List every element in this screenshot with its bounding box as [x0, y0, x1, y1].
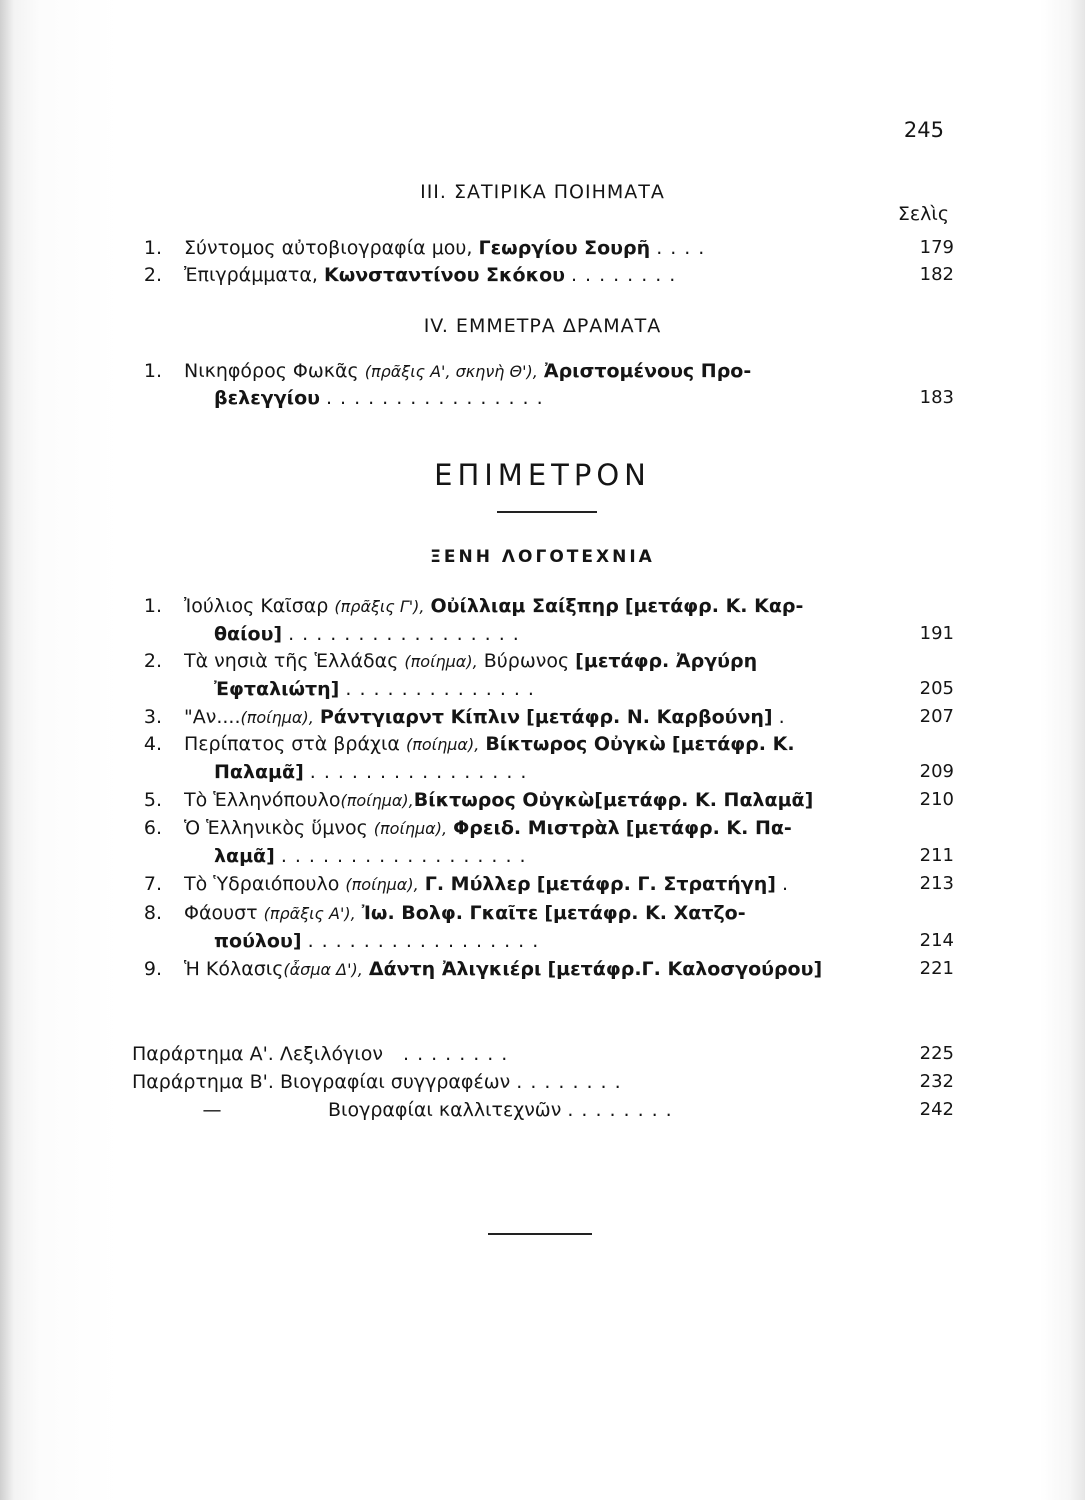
entry-translator: [μετάφρ. Κ. Παλαμᾶ] — [594, 789, 814, 811]
end-divider — [488, 1233, 592, 1235]
appendix-page: 225 — [919, 1043, 954, 1064]
entry-text — [214, 678, 892, 700]
page-number: 245 — [903, 118, 944, 142]
epimetron-subtitle: ΞΕΝΗ ΛΟΓΟΤΕΧΝΙΑ — [430, 547, 655, 567]
toc-entry — [132, 237, 954, 267]
entry-title: Τὰ νησιὰ τῆς Ἑλλάδας — [184, 650, 399, 672]
toc-entry-continuation — [132, 845, 954, 875]
leader-dots: ........ — [516, 1071, 629, 1093]
entry-number: 7. — [143, 873, 162, 895]
entry-text — [184, 237, 892, 259]
entry-title: Ἐπιγράμματα, — [184, 264, 318, 286]
entry-note: (ποίημα), — [406, 735, 480, 754]
entry-page: 211 — [919, 845, 954, 866]
toc-entry — [132, 595, 954, 625]
entry-author: Γεωργίου Σουρῆ — [478, 237, 651, 259]
entry-number: 3. — [143, 706, 162, 728]
entry-title: Σύντομος αὐτοβιογραφία μου, — [184, 237, 473, 259]
appendix-label: — — [202, 1099, 222, 1121]
entry-text — [184, 789, 892, 811]
entry-translator: [μετάφρ.Γ. Καλοσγούρου] — [547, 958, 823, 980]
entry-text — [184, 595, 892, 617]
entry-title: Νικηφόρος Φωκᾶς — [184, 360, 359, 382]
toc-entry-continuation — [132, 761, 954, 791]
entry-title: Ἰούλιος Καῖσαρ — [184, 595, 329, 617]
appendix-title: Βιογραφίαι καλλιτεχνῶν — [328, 1099, 562, 1121]
entry-note: (πρᾶξις Α', σκηνὴ Θ'), — [364, 362, 538, 381]
entry-text — [214, 930, 892, 952]
toc-entry — [132, 733, 954, 763]
toc-entry-continuation — [132, 678, 954, 708]
entry-author: Δάντη Ἀλιγκιέρι — [368, 958, 542, 980]
entry-translator: [μετάφρ. Κ. Πα- — [625, 817, 792, 839]
entry-author: Ράντγιαρντ Κίπλιν — [319, 706, 521, 728]
appendix-page: 242 — [919, 1099, 954, 1120]
entry-text — [214, 761, 892, 783]
leader-dots: ................. — [288, 623, 527, 645]
appendix-label: Παράρτημα Α'. — [132, 1043, 274, 1065]
appendix-text — [132, 1071, 629, 1093]
entry-title: Ἡ Κόλασις — [184, 958, 284, 980]
entry-note: (ποίημα), — [345, 875, 419, 894]
entry-page: 221 — [919, 958, 954, 979]
entry-number: 2. — [143, 264, 162, 286]
entry-text — [184, 817, 892, 839]
entry-page: 205 — [919, 678, 954, 699]
entry-text — [184, 902, 892, 924]
entry-title: "Αν.... — [184, 706, 241, 728]
entry-note: (ποίημα), — [373, 819, 448, 838]
appendix-entry — [132, 1043, 954, 1073]
entry-note: (ποίημα), — [340, 791, 414, 810]
entry-text — [184, 958, 892, 980]
entry-translator: Παλαμᾶ] — [214, 761, 304, 783]
entry-translator: [μετάφρ. Ν. Καρβούνη] — [526, 706, 773, 728]
entry-author: Βίκτωρος Οὐγκὼ — [413, 789, 595, 811]
section-title-satirika: III. ΣΑΤΙΡΙΚΑ ΠΟΙΗΜΑΤΑ — [420, 181, 665, 203]
entry-translator: [μετάφρ. Ἀργύρη — [575, 650, 758, 672]
entry-note: (πρᾶξις Γ'), — [334, 597, 425, 616]
leader-dots: ................ — [326, 387, 551, 409]
appendix-entry — [132, 1071, 954, 1101]
entry-note: (ἆσμα Δ'), — [283, 960, 363, 979]
entry-page: 182 — [919, 264, 954, 285]
leader-dots: ........ — [403, 1043, 516, 1065]
entry-number: 6. — [143, 817, 162, 839]
toc-entry — [132, 789, 954, 819]
toc-entry — [132, 264, 954, 294]
appendix-title: Βιογραφίαι συγγραφέων — [279, 1071, 511, 1093]
divider — [497, 511, 597, 513]
entry-title: Τὸ Ἑλληνόπουλο — [184, 789, 341, 811]
entry-title: Τὸ Ὑδραιόπουλο — [184, 873, 340, 895]
appendix-entry — [132, 1099, 954, 1129]
entry-translator: Ἐφταλιώτη] — [214, 678, 340, 700]
appendix-title: Λεξιλόγιον — [279, 1043, 383, 1065]
entry-page: 210 — [919, 789, 954, 810]
entry-author: Βίκτωρος Οὐγκὼ — [485, 733, 666, 755]
leader-dots: ................ — [309, 761, 535, 783]
leader-dots: . — [781, 873, 796, 895]
entry-translator: πούλου] — [214, 930, 302, 952]
entry-author: Γ. Μύλλερ — [424, 873, 531, 895]
epimetron-title: ΕΠΙΜΕΤΡΟΝ — [434, 458, 651, 492]
entry-text — [214, 623, 892, 645]
entry-text — [184, 360, 892, 382]
entry-page: 209 — [919, 761, 954, 782]
entry-number: 8. — [143, 902, 162, 924]
toc-entry — [132, 650, 954, 680]
entry-author: Ἀριστομένους Προ- — [543, 360, 752, 382]
entry-translator: [μετάφρ. Κ. Καρ- — [624, 595, 804, 617]
toc-entry — [132, 706, 954, 736]
appendix-label: Παράρτημα Β'. — [132, 1071, 274, 1093]
leader-dots: .................. — [280, 845, 534, 867]
leader-dots: ........ — [571, 264, 684, 286]
entry-text — [184, 264, 892, 286]
leader-dots: .............. — [345, 678, 542, 700]
entry-text — [214, 845, 892, 867]
section-title-emmetra: IV. ΕΜΜΕΤΡΑ ΔΡΑΜΑΤΑ — [423, 315, 662, 337]
toc-entry — [132, 360, 954, 390]
entry-text — [184, 650, 892, 672]
toc-entry — [132, 817, 954, 847]
entry-note: (ποίημα), — [404, 652, 478, 671]
entry-translator: λαμᾶ] — [214, 845, 275, 867]
entry-page: 183 — [919, 387, 954, 408]
leader-dots: . — [778, 706, 793, 728]
entry-text — [184, 733, 892, 755]
entry-page: 213 — [919, 873, 954, 894]
entry-translator: [μετάφρ. Κ. Χατζο- — [544, 902, 746, 924]
entry-number: 4. — [143, 733, 162, 755]
appendix-page: 232 — [919, 1071, 954, 1092]
toc-entry — [132, 902, 954, 932]
toc-entry-continuation — [132, 930, 954, 960]
entry-translator: [μετάφρ. Κ. — [671, 733, 795, 755]
entry-text — [184, 706, 892, 728]
entry-page: 179 — [919, 237, 954, 258]
toc-entry — [132, 958, 954, 988]
entry-author: Βύρωνος — [483, 650, 570, 672]
entry-text — [214, 387, 892, 409]
entry-number: 5. — [143, 789, 162, 811]
appendix-text — [132, 1099, 680, 1121]
leader-dots: ................. — [307, 930, 547, 952]
entry-number: 1. — [143, 237, 162, 259]
appendix-text — [132, 1043, 515, 1065]
leader-dots: .... — [656, 237, 713, 259]
entry-page: 191 — [919, 623, 954, 644]
entry-note: (ποίημα), — [240, 708, 314, 727]
entry-number: 1. — [143, 360, 162, 382]
entry-translator: θαίου] — [214, 623, 283, 645]
entry-author: βελεγγίου — [214, 387, 320, 409]
entry-title: Ὁ Ἑλληνικὸς ὕμνος — [184, 817, 368, 839]
entry-title: Φάουστ — [184, 902, 258, 924]
entry-page: 207 — [919, 706, 954, 727]
entry-author: Οὐίλλιαμ Σαίξπηρ — [430, 595, 619, 617]
entry-author: Ἰω. Βολφ. Γκαῖτε — [361, 902, 539, 924]
entry-note: (πρᾶξις Α'), — [263, 904, 356, 923]
entry-title: Περίπατος στὰ βράχια — [184, 733, 400, 755]
page-column-label: Σελὶς — [897, 203, 949, 225]
toc-entry — [132, 873, 954, 903]
entry-author: Κωνσταντίνου Σκόκου — [323, 264, 565, 286]
entry-text — [184, 873, 892, 895]
leader-dots: ........ — [567, 1099, 680, 1121]
entry-translator: [μετάφρ. Γ. Στρατήγη] — [536, 873, 776, 895]
entry-page: 214 — [919, 930, 954, 951]
toc-entry-continuation — [132, 623, 954, 653]
entry-number: 2. — [143, 650, 162, 672]
toc-entry-continuation — [132, 387, 954, 417]
entry-number: 1. — [143, 595, 162, 617]
entry-number: 9. — [143, 958, 162, 980]
entry-author: Φρειδ. Μιστρὰλ — [453, 817, 620, 839]
